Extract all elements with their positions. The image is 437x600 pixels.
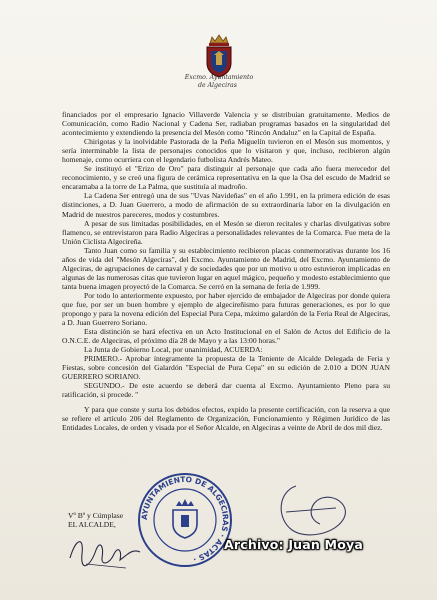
mayor-label: EL ALCALDE, (68, 520, 116, 529)
paragraph: Se instituyó el "Erizo de Oro" para distinguir al personaje que cada año fuera merecedor del reconocimiento, y se creó una figura de cerámica representativa en la que la Osa del escudo de Madrid se encaramaba a la torre de La Palma, que sustituía al madroño. (62, 164, 390, 192)
seal-text: AYUNTAMIENTO DE ALGECIRAS · ACTAS · (139, 474, 231, 565)
paragraph: Esta distinción se hará efectiva en un Acto Institucional en el Salón de Actos del Edificio de la O.N.C.E. de Algeciras, el próximo día 28 de Mayo y a las 13:00 horas." (62, 327, 390, 346)
paragraph: PRIMERO.- Aprobar íntegramente la propuesta de la Teniente de Alcalde Delegada de Feria y Fiestas, sobre concesión del Galardón "Especial de Pura Cepa" en su edición de 2.010 a DON JUAN GUERRERO SORIANO. (62, 354, 390, 382)
signature-block (68, 511, 123, 529)
paragraph: Por todo lo anteriormente expuesto, por haber ejercido de embajador de Algeciras por donde quiera que fue, por ser un buen hombre y ejemplo de algecireñismo para futuras generaciones, es por lo que propongo y para la novena edición del Especial Pura Cepa, máximo galardón de la Feria Real de Algeciras, a D. Juan Guerrero Soriano. (62, 290, 390, 328)
letterhead (160, 74, 278, 90)
mayor-signature-icon (66, 528, 146, 572)
letterhead-line2: de Algeciras (198, 82, 237, 89)
letterhead-line1: Excmo. Ayuntamiento (184, 74, 254, 81)
paragraph: La Cadena Ser entregó una de sus "Uvas Navideñas" en el año 1.991, en la primera edición de esas distinciones, a D. Juan Guerrero, a modo de afirmación de su extraordinaria labor en la divulgación en Madrid de nuestros pareceres, modos y costumbres. (62, 191, 390, 219)
certificate-body (62, 110, 390, 432)
paragraph: A pesar de sus limitadas posibilidades, en el Mesón se dieron recitales y charlas divulgativas sobre flamenco, se entrevistaron para Radio Algeciras a personalidades relevantes de la Comarca. Fue meta de la Unión Ciclista Algecireña. (62, 218, 390, 246)
archive-watermark: Archivo: Juan Moya (224, 537, 363, 552)
paragraph: La Junta de Gobierno Local, por unanimidad, ACUERDA: (84, 345, 263, 355)
paragraph: Chirigotas y la inolvidable Pastorada de la Peña Miguelín tuvieron en el Mesón sus momentos, y sería interminable la lista de personajes conocidos que lo visitaron y que, incluso, recibieron algún homenaje, como ocurriera con el legendario futbolista Andrés Mateo. (62, 137, 390, 165)
closing-paragraph: Y para que conste y surta los debidos efectos, expido la presente certificación, con la reserva a que se refiere el artículo 206 del Reglamento de Organización, Funcionamiento y Régimen Jurídico de las Entidades Locales, de orden y visada por el Señor Alcalde, en Algeciras a veinte de Abril de dos mil diez. (62, 404, 390, 432)
paragraph: SEGUNDO.- De este acuerdo se deberá dar cuenta al Excmo. Ayuntamiento Pleno para su ratificación, si procede. " (62, 381, 390, 400)
municipal-seal-icon (135, 470, 235, 570)
paragraph: Tanto Juan como su familia y su establecimiento recibieron placas conmemorativas durante los 16 años de vida del "Mesón Algeciras", del Excmo. Ayuntamiento de Madrid, del Excmo. Ayuntamiento de Algeciras, de agrupaciones de carnaval y de sociedades que por un motivo u otro estuvieron implicadas en algunas de las numerosas citas que tuvieron lugar en aquel mágico, pequeño y modesto establecimiento que tanta buena imagen proyectó de la Comarca. Se cerró en la semana de feria de 1.999. (62, 245, 390, 291)
approval-label: Vº Bº y Cúmplase (68, 511, 124, 520)
city-crest-icon (198, 33, 240, 79)
paragraph: financiados por el empresario Ignacio Villaverde Valencia y se distribuían gratuitamente. Medios de Comunicación, como Radio Nacional y Cadena Ser, radiaban programas basados en la singularidad del acontecimiento y extendiendo la presencia del Mesón como "Rincón Andaluz" en la Capital de España. (62, 110, 390, 138)
